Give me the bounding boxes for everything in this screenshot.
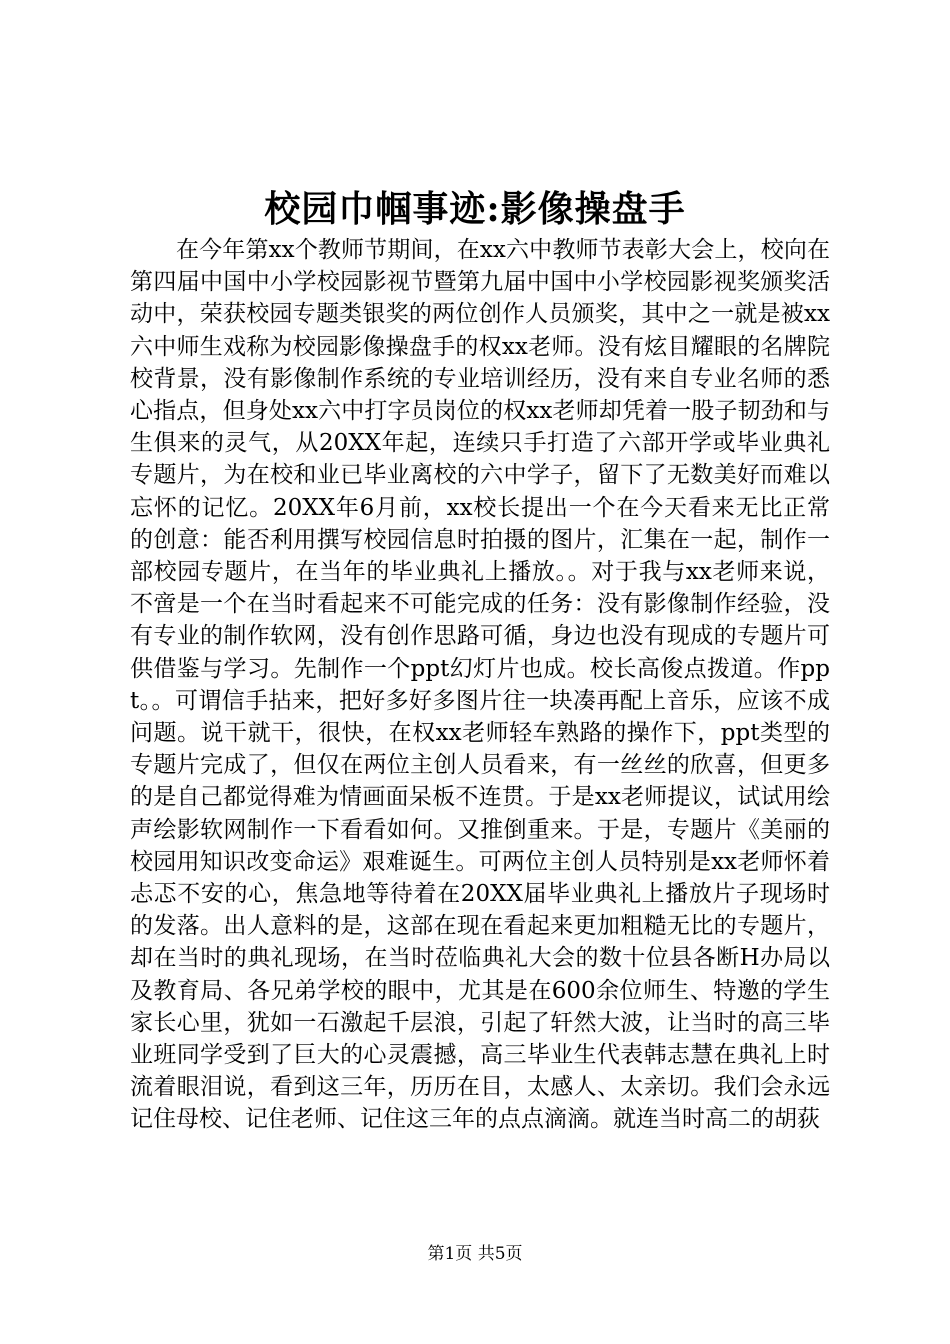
page-number-footer: 第1页 共5页 <box>427 1244 523 1264</box>
document-body-paragraph: 在今年第xx个教师节期间，在xx六中教师节表彰大会上，校向在第四届中国中小学校园影视节暨第九届中国中小学校园影视奖颁奖活动中，荣获校园专题类银奖的两位创作人员颁奖，其中之一就是被xx六中师生戏称为校园影像操盘手的权xx老师。没有炫目耀眼的名牌院校背景，没有影像制作系统的专业培训经历，没有来自专业名师的悉心指点，但身处xx六中打字员岗位的权xx老师却凭着一股子韧劲和与生俱来的灵气，从20XX年起，连续只手打造了六部开学或毕业典礼专题片，为在校和业已毕业离校的六中学子，留下了无数美好而难以忘怀的记忆。20XX年6月前，xx校长提出一个在今天看来无比正常的创意：能否利用撰写校园信息时拍摄的图片，汇集在一起，制作一部校园专题片，在当年的毕业典礼上播放。。对于我与xx老师来说，不啻是一个在当时看起来不可能完成的任务：没有影像制作经验，没有专业的制作软网，没有创作思路可循，身边也没有现成的专题片可供借鉴与学习。先制作一个ppt幻灯片也成。校长高俊点拨道。作ppt。。可谓信手拈来，把好多好多图片往一块凑再配上音乐，应该不成问题。说干就干，很快，在权xx老师轻车熟路的操作下，ppt类型的专题片完成了，但仅在两位主创人员看来，有一丝丝的欣喜，但更多的是自己都觉得难为情画面呆板不连贯。于是xx老师提议，试试用绘声绘影软网制作一下看看如何。又推倒重来。于是，专题片《美丽的校园用知识改变命运》艰难诞生。可两位主创人员特别是xx老师怀着忐忑不安的心，焦急地等待着在20XX届毕业典礼上播放片子现场时的发落。出人意料的是，这部在现在看起来更加粗糙无比的专题片，却在当时的典礼现场，在当时莅临典礼大会的数十位县各断H办局以及教育局、各兄弟学校的眼中，尤其是在600余位师生、特邀的学生家长心里，犹如一石激起千层浪，引起了轩然大波，让当时的高三毕业班同学受到了巨大的心灵震撼，高三毕业生代表韩志慧在典礼上时流着眼泪说，看到这三年，历历在目，太感人、太亲切。我们会永远记住母校、记住老师、记住这三年的点点滴滴。就连当时高二的胡荻 <box>130 237 830 1133</box>
document-title: 校园巾帼事迹:影像操盘手 <box>264 188 686 230</box>
